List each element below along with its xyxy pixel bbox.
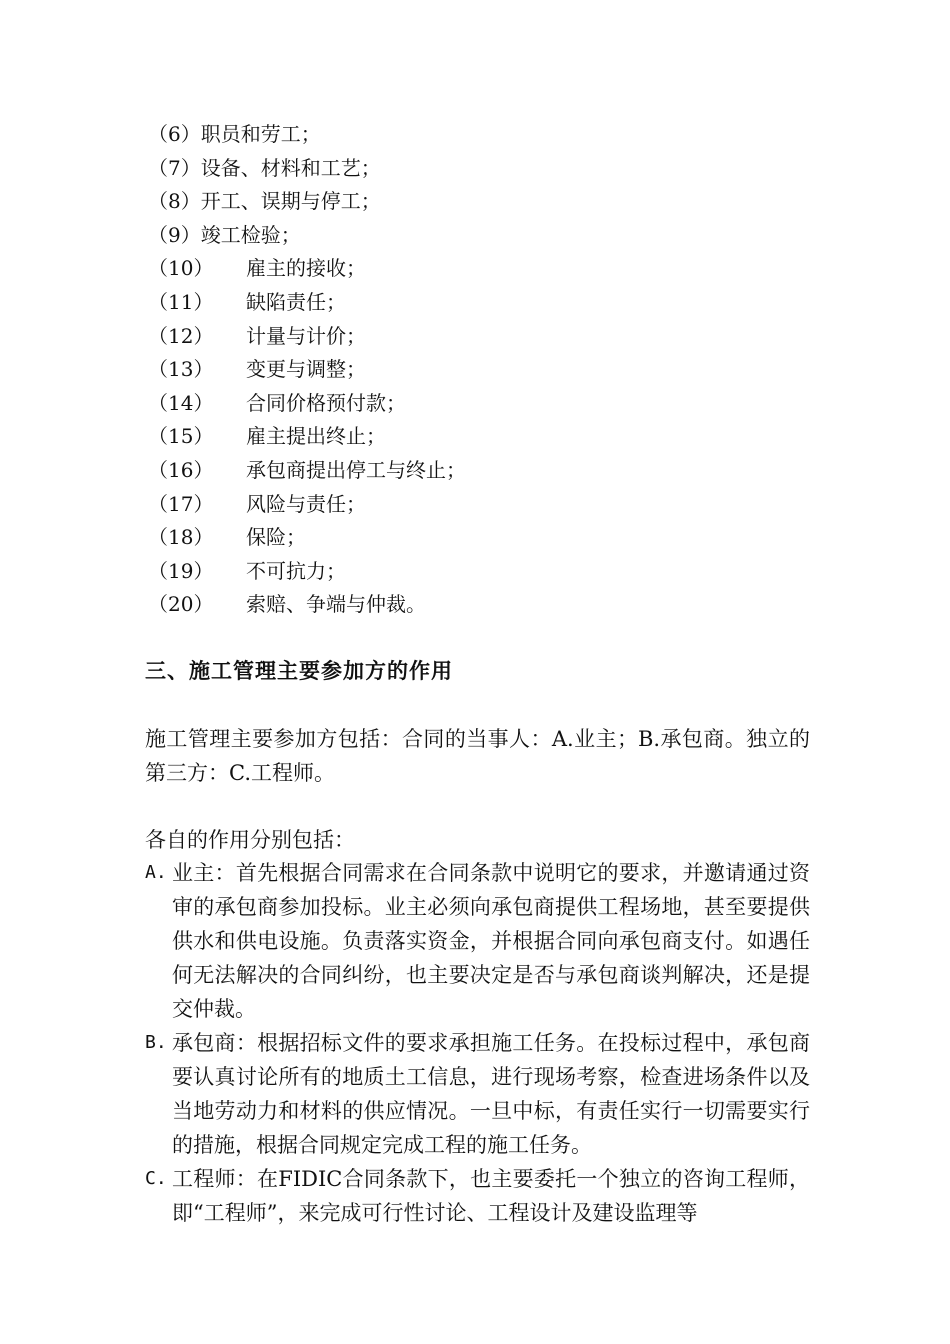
list-item-number: （7）: [148, 155, 201, 180]
list-item-number: （20）: [148, 592, 214, 617]
roles-list: [145, 856, 810, 1230]
list-item: [148, 152, 848, 186]
intro-paragraph: 施工管理主要参加方包括：合同的当事人：A.业主；B.承包商。独立的第三方：C.工程师。: [145, 727, 810, 785]
list-item-number: （11）: [148, 289, 214, 314]
list-item: [148, 387, 848, 421]
list-item-text: 雇主提出终止；: [246, 424, 386, 449]
list-item: [148, 252, 848, 286]
list-item-number: （18）: [148, 525, 214, 550]
list-item-number: （6）: [148, 122, 201, 146]
role-marker: B.: [145, 1032, 167, 1053]
list-item: [148, 118, 848, 152]
list-item-text: 不可抗力；: [246, 558, 346, 583]
role-text: 业主：首先根据合同需求在合同条款中说明它的要求，并邀请通过资审的承包商参加投标。业主必须向承包商提供工程场地，甚至要提供供水和供电设施。负责落实资金，并根据合同向承包商支付。如遇任何无法解决的合同纠纷，也主要决定是否与承包商谈判解决，还是提交仲裁。: [172, 861, 810, 1021]
list-item-number: （15）: [148, 424, 214, 449]
list-item-number: （8）: [148, 189, 201, 214]
role-item-engineer: [145, 1162, 810, 1230]
list-item: [148, 185, 848, 219]
list-item-number: （16）: [148, 457, 214, 482]
role-marker: C.: [145, 1168, 167, 1189]
list-item: [148, 488, 848, 522]
list-item-text: 计量与计价；: [246, 323, 366, 348]
list-item-number: （13）: [148, 357, 214, 382]
list-item: [148, 286, 848, 320]
list-item: [148, 521, 848, 555]
roles-lead-paragraph: 各自的作用分别包括：: [145, 828, 355, 852]
list-item-number: （14）: [148, 390, 214, 415]
list-item: [148, 588, 848, 622]
list-item-text: 开工、误期与停工；: [200, 189, 381, 214]
list-item-number: （19）: [148, 558, 214, 583]
role-item-contractor: [145, 1026, 810, 1162]
list-item-number: （17）: [148, 491, 214, 516]
role-marker: A.: [145, 862, 167, 883]
role-text: 承包商：根据招标文件的要求承担施工任务。在投标过程中，承包商要认真讨论所有的地质土工信息，进行现场考察，检查进场条件以及当地劳动力和材料的供应情况。一旦中标，有责任实行一切需要实行的措施，根据合同规定完成工程的施工任务。: [172, 1031, 810, 1157]
list-item-text: 变更与调整；: [246, 357, 366, 382]
list-item-number: （10）: [148, 256, 214, 281]
list-item-text: 保险；: [246, 525, 306, 550]
list-item-text: 合同价格预付款；: [246, 390, 406, 415]
list-item-text: 缺陷责任；: [246, 289, 346, 314]
list-item: [148, 353, 848, 387]
list-item: [148, 555, 848, 589]
list-item-text: 竣工检验；: [200, 222, 301, 247]
list-item-text: 职员和劳工；: [200, 122, 321, 146]
list-item-text: 承包商提出停工与终止；: [246, 457, 466, 482]
section-heading: 三、施工管理主要参加方的作用: [145, 658, 453, 683]
list-item: [148, 320, 848, 354]
list-item-text: 风险与责任；: [246, 491, 366, 516]
list-item-text: 索赔、争端与仲裁。: [246, 592, 426, 617]
role-text: 工程师：在FIDIC合同条款下，也主要委托一个独立的咨询工程师，即“工程师”，来完成可行性讨论、工程设计及建设监理等: [172, 1167, 810, 1225]
list-item-text: 设备、材料和工艺；: [200, 155, 381, 180]
list-item-text: 雇主的接收；: [246, 256, 366, 281]
list-item: [148, 219, 848, 253]
list-item-number: （9）: [148, 222, 201, 247]
role-item-owner: [145, 856, 810, 1026]
list-item: [148, 420, 848, 454]
clause-list: [148, 118, 848, 622]
list-item: [148, 454, 848, 488]
list-item-number: （12）: [148, 323, 214, 348]
